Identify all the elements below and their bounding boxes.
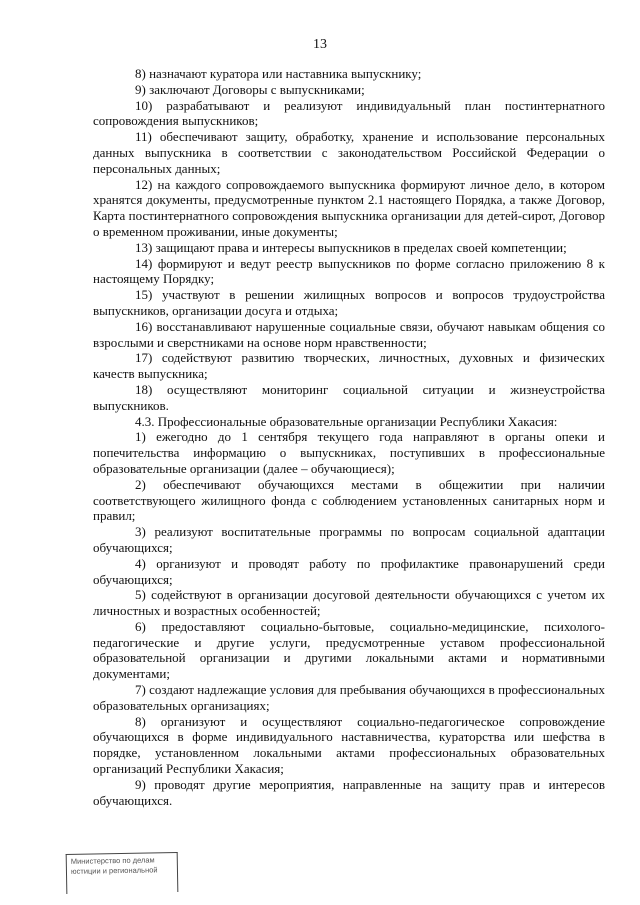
list-item: 3) реализуют воспитательные программы по вопросам социальной адаптации обучающихся; (93, 524, 605, 555)
list-item: 17) содействуют развитию творческих, личностных, духовных и физических качеств выпускника; (93, 350, 605, 382)
stamp-line: Министерство по делам (70, 855, 155, 866)
list-item: 18) осуществляют мониторинг социальной ситуации и жизнеустройства выпускников. (93, 381, 605, 413)
list-item: 12) на каждого сопровождаемого выпускника формируют личное дело, в котором хранятся документы, предусмотренные пунктом 2.1 настоящего Порядка, а также Договор, Карта постинтернатного сопровождения выпускника организации для детей-сирот, Договор о временном проживании, иные документы; (93, 176, 605, 239)
list-item: 16) восстанавливают нарушенные социальные связи, обучают навыкам общения со взрослыми и сверстниками на основе норм нравственности; (93, 318, 605, 350)
list-item: 8) назначают куратора или наставника выпускнику; (135, 66, 422, 81)
list-item: 1) ежегодно до 1 сентября текущего года направляют в органы опеки и попечительства информацию о выпускниках, поступивших в профессиональные образовательные организации (далее – обучающиеся); (93, 429, 605, 476)
list-item: 9) заключают Договоры с выпускниками; (135, 81, 365, 97)
list-item: 8) организуют и осуществляют социально-педагогическое сопровождение обучающихся в форме индивидуального наставничества, кураторства или шефства в порядке, установленном локальными актами профессиональных образовательных организаций Республики Хакасия; (93, 713, 605, 777)
registration-stamp (66, 852, 179, 894)
list-item: 2) обеспечивают обучающихся местами в общежитии при наличии соответствующего жилищного фонда с соблюдением установленных санитарных норм и правил; (93, 476, 605, 524)
document-body (93, 66, 605, 808)
list-item: 7) создают надлежащие условия для пребывания обучающихся в профессиональных образовательных организациях; (93, 682, 605, 713)
section-heading: 4.3. Профессиональные образовательные организации Республики Хакасия: (135, 413, 558, 429)
page-number: 13 (313, 37, 327, 52)
list-item: 10) разрабатывают и реализуют индивидуальный план постинтернатного сопровождения выпускников; (93, 97, 605, 129)
list-item: 15) участвуют в решении жилищных вопросов и вопросов трудоустройства выпускников, организации досуга и отдыха; (93, 287, 605, 318)
list-item: 11) обеспечивают защиту, обработку, хранение и использование персональных данных выпускника в соответствии с законодательством Российской Федерации о персональных данных; (93, 129, 605, 176)
stamp-line: юстиции и региональной (70, 865, 158, 876)
list-item: 5) содействуют в организации досуговой деятельности обучающихся с учетом их личностных и возрастных особенностей; (93, 587, 605, 619)
list-item: 6) предоставляют социально-бытовые, социально-медицинские, психолого-педагогические и другие услуги, предусмотренные уставом профессиональной образовательной организации и другими локальными актами и нормативными документами; (93, 618, 605, 682)
list-item: 4) организуют и проводят работу по профилактике правонарушений среди обучающихся; (93, 555, 605, 587)
list-item: 13) защищают права и интересы выпускников в пределах своей компетенции; (135, 239, 567, 255)
list-item: 9) проводят другие мероприятия, направленные на защиту прав и интересов обучающихся. (93, 776, 605, 808)
list-item: 14) формируют и ведут реестр выпускников по форме согласно приложению 8 к настоящему Порядку; (93, 255, 605, 287)
